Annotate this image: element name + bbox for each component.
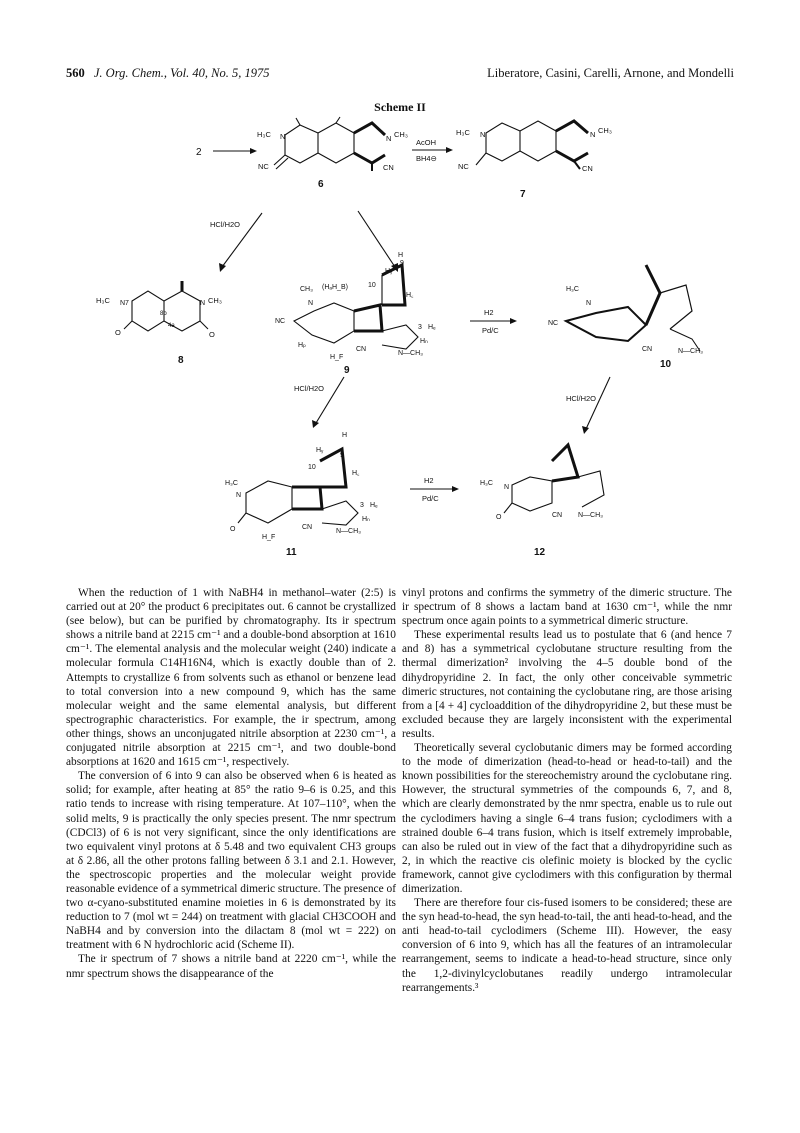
structure-11 [225, 432, 378, 558]
svg-text:9: 9 [400, 260, 404, 267]
arrowhead [452, 486, 459, 492]
compound-label-7: 7 [520, 189, 526, 200]
arrowhead [582, 426, 589, 434]
compound-label-2: 2 [196, 147, 202, 158]
svg-text:Hₚ: Hₚ [298, 342, 307, 349]
svg-text:10: 10 [308, 464, 316, 471]
svg-text:CH₃: CH₃ [300, 286, 313, 293]
reagent-hcl-3: HCl/H2O [566, 394, 597, 403]
svg-text:8b: 8b [160, 311, 167, 317]
svg-text:CN: CN [356, 346, 367, 353]
svg-text:CN: CN [642, 346, 653, 353]
svg-text:CH₃: CH₃ [598, 126, 612, 135]
svg-text:9: 9 [340, 452, 344, 459]
paragraph: These experimental results lead us to postulate that 6 (and hence 7 and 8) has a symmetrical cyclobutane structure resulting from the thermal dimerization² involving the 4–5 double bond of the dihydropyridine 2. In fact, the only other conceivable symmetric dimeric structures, not containing the cyclobutane ring, are those arising from a [4 + 4] cycloaddition of the dihydropyridine 2, but these must be excluded because they are largely inconsistent with the experimental results. [402, 629, 732, 740]
svg-text:4a: 4a [168, 323, 175, 329]
svg-text:NC: NC [548, 320, 559, 327]
page-number: 560 [66, 66, 85, 80]
svg-text:(HₐH_B): (HₐH_B) [322, 284, 348, 291]
reagent-h2-1: H2 [484, 308, 494, 317]
svg-text:Hᵧ: Hᵧ [316, 447, 324, 454]
svg-text:CN: CN [383, 163, 394, 172]
reagent-pdc-2: Pd/C [422, 494, 439, 503]
svg-text:N: N [236, 492, 242, 499]
svg-text:N—CH₃: N—CH₃ [578, 512, 604, 519]
svg-text:10: 10 [368, 282, 376, 289]
running-header [66, 66, 734, 84]
svg-text:N—CH₃: N—CH₃ [336, 528, 362, 535]
structure-6 [257, 117, 408, 190]
compound-label-11: 11 [286, 547, 297, 558]
header-authors: Liberatore, Casini, Carelli, Arnone, and Mondelli [487, 66, 734, 80]
reagent-hcl-2: HCl/H2O [294, 384, 325, 393]
svg-text:CH₃: CH₃ [208, 296, 222, 305]
compound-label-12: 12 [534, 547, 546, 558]
svg-text:H₃C: H₃C [456, 128, 470, 137]
svg-text:H_F: H_F [262, 534, 276, 541]
svg-text:N: N [308, 300, 314, 307]
reagent-acoh: AcOH [416, 138, 437, 147]
reagent-pdc-1: Pd/C [482, 326, 499, 335]
reaction-scheme [0, 115, 800, 570]
paragraph: The conversion of 6 into 9 can also be observed when 6 is heated as solid; for example, after heating at 85° the ratio 9–6 is 0.25, and this ratio tends to increase with rising temperature. At 107–110°, when the solid melts, 9 is practically the only species present. The nmr spectrum (CDCl3) of 6 is not very significant, since the only identifications are two equivalent vinyl protons at δ 5.48 and two equivalent CH3 groups at δ 2.86, all the other protons falling between δ 3.1 and 2.1. However, the spectroscopic properties and the molecular weight provide reasonable evidence of a symmetrical dimeric structure. The presence of two α-cyano-substituted enamine moieties in 6 is demonstrated by its reduction to 7 (mol wt = 244) on treatment with glacial CH3COOH and NaBH4 and by conversion into the dilactam 8 (mol wt = 222) on treatment with 6 N hydrochloric acid (Scheme II). [66, 770, 396, 952]
svg-text:N: N [280, 132, 286, 141]
compound-label-9: 9 [344, 365, 350, 376]
svg-text:N: N [590, 130, 596, 139]
paragraph: The ir spectrum of 7 shows a nitrile band at 2220 cm⁻¹, while the nmr spectrum shows the disappearance of the [66, 953, 396, 980]
svg-text:Hₙ: Hₙ [362, 516, 370, 523]
svg-text:CH₃: CH₃ [394, 130, 408, 139]
svg-text:H: H [342, 432, 348, 439]
svg-text:H_F: H_F [330, 354, 344, 361]
svg-text:N: N [480, 130, 486, 139]
svg-text:CN: CN [552, 512, 563, 519]
reagent-h2-2: H2 [424, 476, 434, 485]
arrow-10-to-12 [586, 377, 610, 429]
svg-text:N—CH₃: N—CH₃ [398, 350, 424, 357]
structure-7 [456, 121, 612, 200]
structure-12 [480, 445, 604, 558]
svg-text:H꜀: H꜀ [352, 470, 360, 477]
structure-10 [548, 265, 703, 370]
compound-label-6: 6 [318, 179, 324, 190]
scheme-title: Scheme II [374, 100, 426, 114]
svg-text:H₃C: H₃C [480, 480, 493, 487]
reagent-hcl-1: HCl/H2O [210, 220, 241, 229]
svg-text:H꜀: H꜀ [406, 292, 414, 299]
header-left [66, 66, 269, 81]
svg-text:N7: N7 [120, 300, 129, 307]
svg-text:N: N [586, 300, 592, 307]
svg-text:NC: NC [258, 162, 269, 171]
svg-text:H₃C: H₃C [96, 296, 110, 305]
paragraph: There are therefore four cis-fused isomers to be considered; these are the syn head-to-head, the syn head-to-tail, the anti head-to-head, and the anti head-to-tail cyclodimers (Scheme III). However, the easy conversion of 6 into 9, which has all the features of an intramolecular rearrangement, seems to indicate a head-to-head structure, since only the 1,2-divinylcyclobutanes readily undergo intramolecular rearrangements.³ [402, 897, 732, 994]
svg-text:N: N [504, 484, 510, 491]
paragraph: Theoretically several cyclobutanic dimers may be formed according to the mode of dimerization (head-to-head or head-to-tail) and the known possibilities for the stereochemistry around the cyclobutane ring. However, the structural symmetries of the compounds 6, 7, and 8, which are clearly demonstrated by the nmr spectra, enable us to rule out the cyclodimers having a single 6–4 trans fusion; cyclodimers with a strained double 6–4 trans fusion, which is itself extremely improbable, can also be ruled out in view of the fact that a dihydropyridine such as 2, in which the reactive cis olefinic moiety is blocked by the cyclic framework, cannot give cyclodimers with this configuration by thermal dimerization. [402, 742, 732, 895]
structure-8 [96, 281, 222, 366]
svg-text:H₃C: H₃C [566, 286, 579, 293]
svg-text:O: O [496, 514, 502, 521]
svg-text:N: N [386, 134, 392, 143]
svg-text:CN: CN [302, 524, 313, 531]
arrow-6-to-9 [358, 211, 395, 267]
svg-text:O: O [230, 526, 236, 533]
svg-text:Hₙ: Hₙ [420, 338, 428, 345]
svg-text:H₃C: H₃C [257, 130, 271, 139]
arrowhead [446, 147, 453, 153]
compound-label-8: 8 [178, 355, 184, 366]
compound-label-10: 10 [660, 359, 672, 370]
svg-text:H₃C: H₃C [225, 480, 238, 487]
paragraph: When the reduction of 1 with NaBH4 in methanol–water (2:5) is carried out at 20° the product 6 precipitates out. 6 cannot be crystallized (see below), but can be purified by chromatography. Its ir spectrum shows a nitrile band at 2215 cm⁻¹ and a double-bond absorption at 1610 cm⁻¹. The elemental analysis and the molecular weight (240) indicate a molecular formula C14H16N4, which is exactly double than of 2. Attempts to crystallize 6 from solvents such as ethanol or benzene lead to total conversion into a new compound 9, which has the same molecular weight and the same elemental analysis, but different spectrographic characteristics. For example, the ir spectrum, among other things, shows an unconjugated nitrile absorption at 2230 cm⁻¹, a conjugated nitrile absorption at 2215 cm⁻¹, and two double-bond absorptions at 1620 and 1615 cm⁻¹, respectively. [66, 587, 396, 769]
arrowhead [250, 148, 257, 154]
arrowhead [312, 420, 319, 428]
structure-9 [275, 252, 436, 376]
svg-text:3: 3 [418, 324, 422, 331]
svg-text:NC: NC [458, 162, 469, 171]
svg-text:Hₑ: Hₑ [370, 502, 378, 509]
svg-text:3: 3 [360, 502, 364, 509]
journal-citation: J. Org. Chem., Vol. 40, No. 5, 1975 [93, 66, 270, 80]
svg-text:N: N [200, 300, 206, 307]
arrowhead [219, 263, 226, 272]
body-column-right [402, 586, 732, 995]
svg-text:O: O [115, 328, 121, 337]
svg-text:Hᵧ: Hᵧ [385, 268, 393, 275]
paragraph: vinyl protons and confirms the symmetry of the dimeric structure. The ir spectrum of 8 shows a lactam band at 1630 cm⁻¹, while the nmr spectrum once again points to a symmetrical dimeric structure. [402, 587, 732, 628]
arrowhead [510, 318, 517, 324]
svg-text:CN: CN [582, 164, 593, 173]
body-column-left [66, 586, 396, 981]
svg-text:H: H [398, 252, 404, 259]
svg-text:NC: NC [275, 318, 286, 325]
svg-text:N—CH₃: N—CH₃ [678, 348, 704, 355]
reagent-bh4: BH4⊖ [416, 154, 437, 163]
svg-text:Hₑ: Hₑ [428, 324, 436, 331]
svg-text:O: O [209, 330, 215, 339]
